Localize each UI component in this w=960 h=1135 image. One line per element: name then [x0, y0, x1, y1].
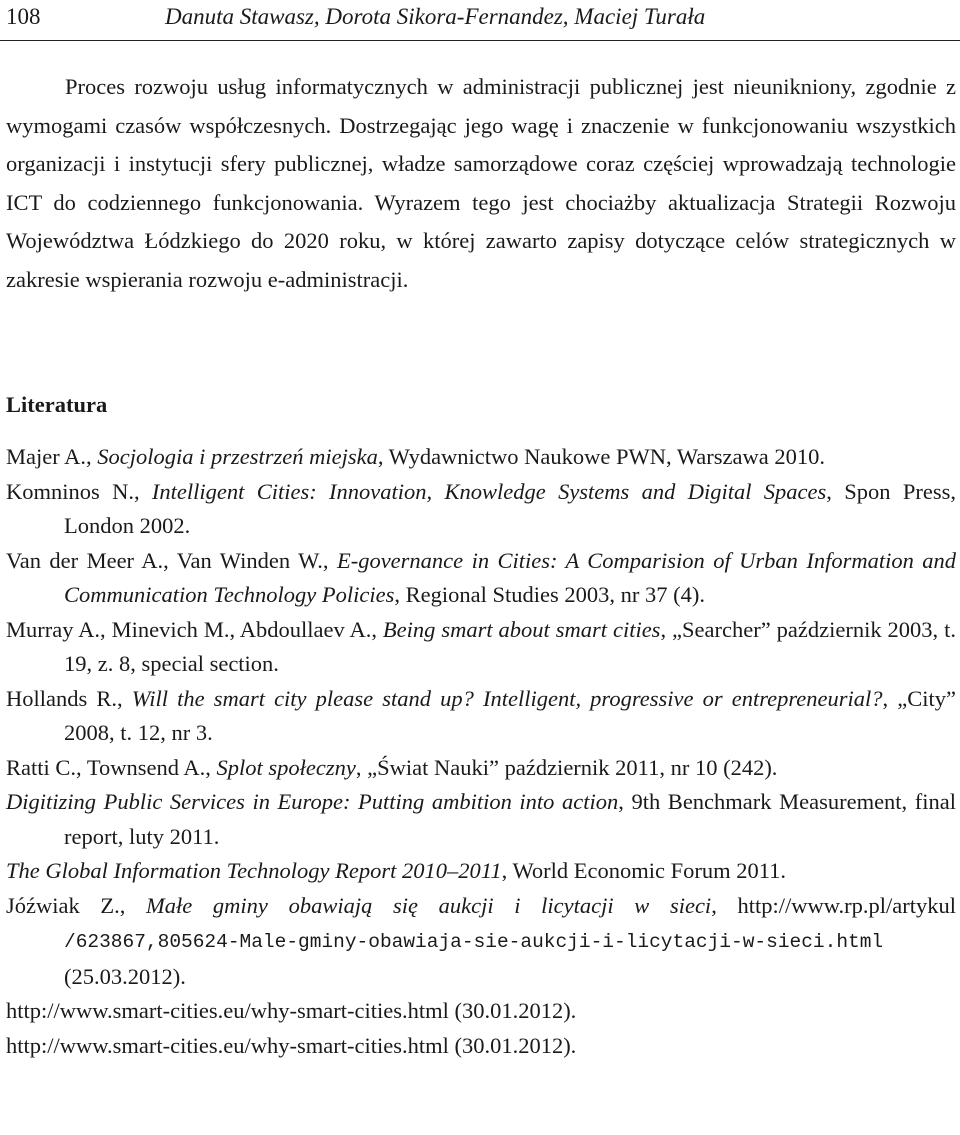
- reference-list: [6, 440, 956, 1063]
- reference-item: [6, 854, 956, 889]
- page-number: 108: [6, 4, 41, 29]
- ref-title: Splot społeczny: [216, 754, 356, 780]
- ref-title: Digitizing Public Services in Europe: Putting ambition into action: [6, 789, 619, 814]
- ref-publication: , 9th Benchmark Measurement, final report, luty 2011.: [64, 789, 956, 849]
- ref-authors: Murray A., Minevich M., Abdoullaev A.,: [6, 616, 383, 642]
- ref-publication: , Regional Studies 2003, nr 37 (4).: [394, 582, 705, 607]
- reference-item-jozwiak: [6, 889, 956, 995]
- ref-publication: , „Świat Nauki” październik 2011, nr 10 (242).: [355, 754, 778, 780]
- ref-publication: , „Searcher” październik 2003, t. 19, z. 8, special section.: [64, 616, 956, 676]
- ref-authors: Majer A.,: [6, 444, 98, 469]
- reference-item: [6, 785, 956, 854]
- ref-publication: , „City” 2008, t. 12, nr 3.: [64, 685, 956, 745]
- ref-access-date: (25.03.2012).: [64, 963, 186, 989]
- reference-item: [6, 613, 956, 682]
- reference-item: [6, 544, 956, 613]
- reference-item: [6, 440, 956, 475]
- ref-authors: Jóźwiak Z.,: [6, 892, 147, 918]
- ref-publication: , Wydawnictwo Naukowe PWN, Warszawa 2010.: [377, 444, 825, 469]
- reference-url-item: [6, 1029, 956, 1064]
- reference-item: [6, 751, 956, 786]
- ref-url-start: , http://www.rp.pl/artykul: [711, 892, 957, 918]
- ref-title: Will the smart city please stand up? Intelligent, progressive or entrepreneurial?: [131, 685, 883, 711]
- ref-title: Intelligent Cities: Innovation, Knowledge Systems and Digital Spaces: [151, 478, 827, 504]
- running-header: [0, 0, 960, 41]
- ref-url: http://www.smart-cities.eu/why-smart-cities.html (30.01.2012).: [6, 998, 577, 1023]
- ref-url-continuation: /623867,805624-Male-gminy-obawiaja-sie-aukcji-i-licytacji-w-sieci.html: [64, 931, 884, 953]
- ref-publication: , Spon Press, London 2002.: [64, 478, 956, 538]
- reference-url-item: [6, 994, 956, 1029]
- ref-authors: Komninos N.,: [6, 478, 152, 504]
- ref-title: The Global Information Technology Report 2010–2011: [6, 858, 502, 883]
- ref-authors: Van der Meer A., Van Winden W.,: [6, 547, 337, 573]
- section-title-literatura: Literatura: [6, 392, 108, 417]
- ref-url: http://www.smart-cities.eu/why-smart-cities.html (30.01.2012).: [6, 1032, 577, 1058]
- body-paragraph: Proces rozwoju usług informatycznych w administracji publicznej jest nieunikniony, zgodnie z wymogami czasów współczesnych. Dostrzegając jego wagę i znaczenie w funkcjonowaniu wszystkich organizacji i instytucji sfery publicznej, władze samorządowe coraz częściej wprowadzają technologie ICT do codziennego funkcjonowania. Wyrazem tego jest chociażby aktualizacja Strategii Rozwoju Województwa Łódzkiego do 2020 roku, w której zawarto zapisy dotyczące celów strategicznych w zakresie wspierania rozwoju e-administracji.: [6, 74, 956, 292]
- running-head-authors: Danuta Stawasz, Dorota Sikora-Fernandez, Maciej Turała: [165, 4, 706, 29]
- ref-title: Małe gminy obawiają się aukcji i licytacji w sieci: [146, 892, 712, 918]
- ref-title: E-governance in Cities: A Comparision of Urban Information and Communication Technology Policies: [64, 547, 956, 607]
- ref-publication: , World Economic Forum 2011.: [501, 858, 787, 883]
- reference-item: [6, 475, 956, 544]
- ref-title: Being smart about smart cities: [382, 616, 661, 642]
- ref-authors: Ratti C., Townsend A.,: [6, 754, 217, 780]
- ref-title: Socjologia i przestrzeń miejska: [97, 444, 378, 469]
- body-text: [6, 68, 956, 299]
- reference-item: [6, 682, 956, 751]
- ref-authors: Hollands R.,: [6, 685, 132, 711]
